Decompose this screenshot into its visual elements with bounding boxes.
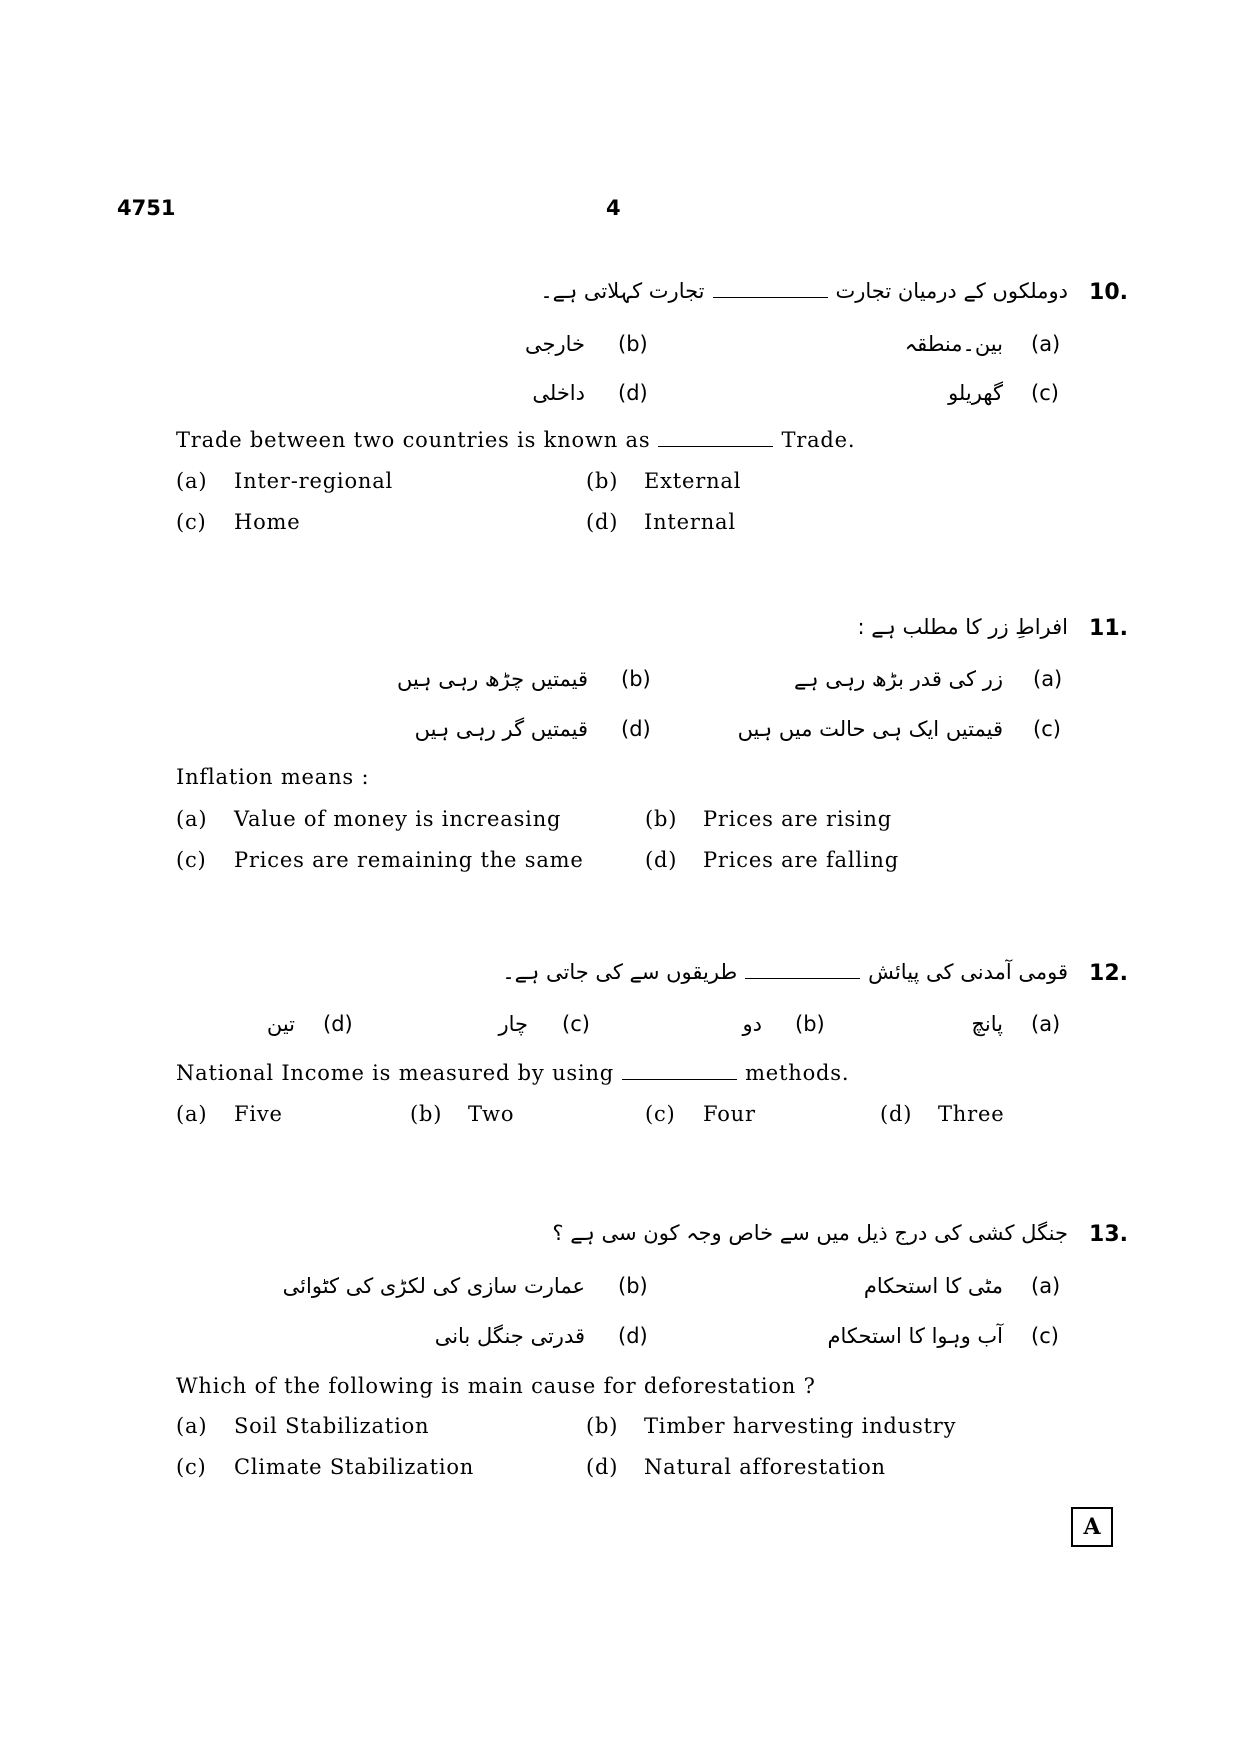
urdu-option-label: (b)	[618, 1274, 648, 1298]
urdu-option-label: (a)	[1031, 1274, 1061, 1298]
urdu-option-label: (b)	[795, 1012, 825, 1036]
option-text: Prices are remaining the same	[234, 848, 584, 872]
urdu-question-text	[502, 960, 1068, 984]
urdu-option-text: زر کی قدر بڑھ رہی ہے	[793, 667, 1003, 691]
urdu-option-text: چار	[498, 1012, 528, 1036]
english-question-post: Trade.	[781, 428, 856, 452]
urdu-question-post: تجارت کہلاتی ہے۔	[540, 279, 705, 303]
english-question-post: methods.	[745, 1061, 850, 1085]
urdu-option-text: بین۔منطقہ	[904, 332, 1003, 356]
urdu-option-text: قدرتی جنگل بانی	[434, 1324, 585, 1348]
option-text: Prices are falling	[703, 848, 899, 872]
english-question-text	[176, 1061, 849, 1085]
urdu-question-pre: دوملکوں کے درمیان تجارت	[835, 279, 1068, 303]
urdu-option-text: قیمتیں چڑھ رہی ہیں	[396, 667, 588, 691]
urdu-option-text: آب وہوا کا استحکام	[827, 1324, 1003, 1348]
urdu-option-label: (c)	[562, 1012, 590, 1036]
urdu-option-label: (d)	[621, 717, 651, 741]
booklet-series-badge: A	[1071, 1507, 1113, 1547]
urdu-option-text: خارجی	[524, 332, 585, 356]
urdu-option-label: (c)	[1033, 717, 1061, 741]
question-number: 11.	[1089, 616, 1128, 641]
option-label: (a)	[176, 807, 208, 831]
paper-code: 4751	[117, 196, 176, 220]
option-label: (c)	[176, 848, 207, 872]
urdu-option-label: (c)	[1031, 381, 1059, 405]
option-label: (b)	[410, 1102, 443, 1126]
urdu-option-label: (b)	[618, 332, 648, 356]
question-number: 12.	[1089, 961, 1128, 986]
urdu-option-text: پانچ	[971, 1012, 1003, 1036]
urdu-option-text: قیمتیں گر رہی ہیں	[414, 717, 588, 741]
option-label: (b)	[586, 1414, 619, 1438]
urdu-option-text: تین	[266, 1012, 295, 1036]
option-label: (a)	[176, 469, 208, 493]
option-text: Five	[234, 1102, 283, 1126]
english-question-text: Which of the following is main cause for deforestation ?	[176, 1374, 816, 1398]
urdu-question-post: طریقوں سے کی جاتی ہے۔	[502, 960, 738, 984]
option-text: Home	[234, 510, 301, 534]
option-label: (c)	[645, 1102, 676, 1126]
english-question-text	[176, 428, 855, 452]
option-text: Four	[703, 1102, 756, 1126]
option-text: Timber harvesting industry	[644, 1414, 957, 1438]
urdu-option-text: عمارت سازی کی لکڑی کی کٹوائی	[282, 1274, 585, 1298]
option-label: (d)	[645, 848, 678, 872]
urdu-option-label: (a)	[1031, 332, 1061, 356]
urdu-question-pre: قومی آمدنی کی پیائش	[868, 960, 1068, 984]
option-label: (a)	[176, 1414, 208, 1438]
answer-blank	[622, 1061, 737, 1080]
answer-blank	[713, 279, 828, 298]
option-text: External	[644, 469, 742, 493]
option-text: Soil Stabilization	[234, 1414, 430, 1438]
option-text: Prices are rising	[703, 807, 893, 831]
urdu-question-text	[540, 279, 1068, 303]
answer-blank	[745, 960, 860, 979]
option-label: (c)	[176, 510, 207, 534]
urdu-option-label: (b)	[621, 667, 651, 691]
option-label: (d)	[880, 1102, 913, 1126]
urdu-question-text: جنگل کشی کی درج ذیل میں سے خاص وجہ کون سی ہے ؟	[552, 1221, 1068, 1245]
page-number: 4	[606, 196, 621, 220]
option-label: (a)	[176, 1102, 208, 1126]
option-text: Inter-regional	[234, 469, 394, 493]
urdu-option-label: (d)	[323, 1012, 353, 1036]
urdu-option-text: مٹی کا استحکام	[863, 1274, 1003, 1298]
option-text: Internal	[644, 510, 736, 534]
urdu-option-label: (a)	[1033, 667, 1063, 691]
urdu-option-label: (c)	[1031, 1324, 1059, 1348]
urdu-option-text: دو	[742, 1012, 762, 1036]
english-question-text: Inflation means :	[176, 765, 370, 789]
urdu-option-label: (d)	[618, 1324, 648, 1348]
option-text: Natural afforestation	[644, 1455, 886, 1479]
urdu-option-label: (a)	[1031, 1012, 1061, 1036]
option-label: (c)	[176, 1455, 207, 1479]
option-label: (d)	[586, 510, 619, 534]
urdu-question-text: افراطِ زر کا مطلب ہے :	[857, 615, 1068, 639]
option-text: Value of money is increasing	[234, 807, 562, 831]
urdu-option-text: قیمتیں ایک ہی حالت میں ہیں	[737, 717, 1003, 741]
urdu-option-text: گھریلو	[948, 381, 1003, 405]
english-question-pre: National Income is measured by using	[176, 1061, 615, 1085]
option-label: (d)	[586, 1455, 619, 1479]
option-label: (b)	[645, 807, 678, 831]
option-text: Climate Stabilization	[234, 1455, 475, 1479]
urdu-option-label: (d)	[618, 381, 648, 405]
option-label: (b)	[586, 469, 619, 493]
urdu-option-text: داخلی	[532, 381, 585, 405]
option-text: Two	[468, 1102, 515, 1126]
question-number: 13.	[1089, 1222, 1128, 1247]
english-question-pre: Trade between two countries is known as	[176, 428, 651, 452]
answer-blank	[658, 428, 773, 447]
option-text: Three	[938, 1102, 1005, 1126]
question-number: 10.	[1089, 280, 1128, 305]
